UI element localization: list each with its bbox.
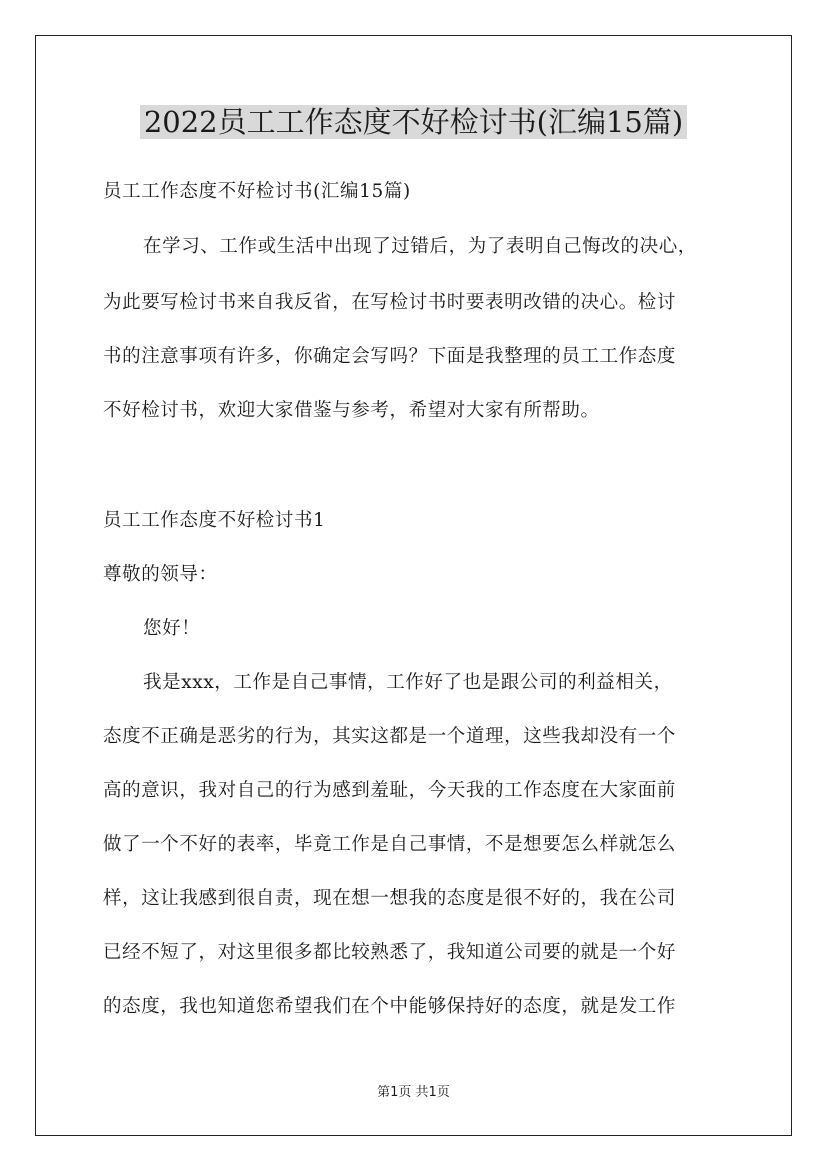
section-heading: 员工工作态度不好检讨书1 (103, 510, 326, 531)
body-line: 我是xxx，工作是自己事情，工作好了也是跟公司的利益相关， (143, 672, 673, 693)
intro-line: 在学习、工作或生活中出现了过错后，为了表明自己悔改的决心， (143, 236, 697, 257)
salutation: 尊敬的领导： (103, 564, 218, 585)
document-title (0, 100, 827, 144)
body-line: 的态度，我也知道您希望我们在个中能够保持好的态度，就是发工作 (103, 996, 677, 1017)
greeting: 您好！ (143, 618, 201, 639)
document-subtitle: 员工工作态度不好检讨书(汇编15篇) (103, 181, 411, 202)
page-footer: 第1页 共1页 (377, 1085, 450, 1100)
body-line: 高的意识，我对自己的行为感到羞耻，今天我的工作态度在大家面前 (103, 780, 677, 801)
body-line: 已经不短了，对这里很多都比较熟悉了，我知道公司要的就是一个好 (103, 942, 677, 963)
body-line: 做了一个不好的表率，毕竟工作是自己事情，不是想要怎么样就怎么 (103, 834, 677, 855)
body-line: 态度不正确是恶劣的行为，其实这都是一个道理，这些我却没有一个 (103, 726, 677, 747)
intro-line: 不好检讨书，欢迎大家借鉴与参考，希望对大家有所帮助。 (103, 400, 600, 421)
intro-line: 书的注意事项有许多，你确定会写吗？下面是我整理的员工工作态度 (103, 346, 677, 367)
document-title-text: 2022员工工作态度不好检讨书(汇编15篇) (140, 105, 687, 139)
intro-line: 为此要写检讨书来自我反省，在写检讨书时要表明改错的决心。检讨 (103, 292, 677, 313)
body-line: 样，这让我感到很自责，现在想一想我的态度是很不好的，我在公司 (103, 888, 677, 909)
